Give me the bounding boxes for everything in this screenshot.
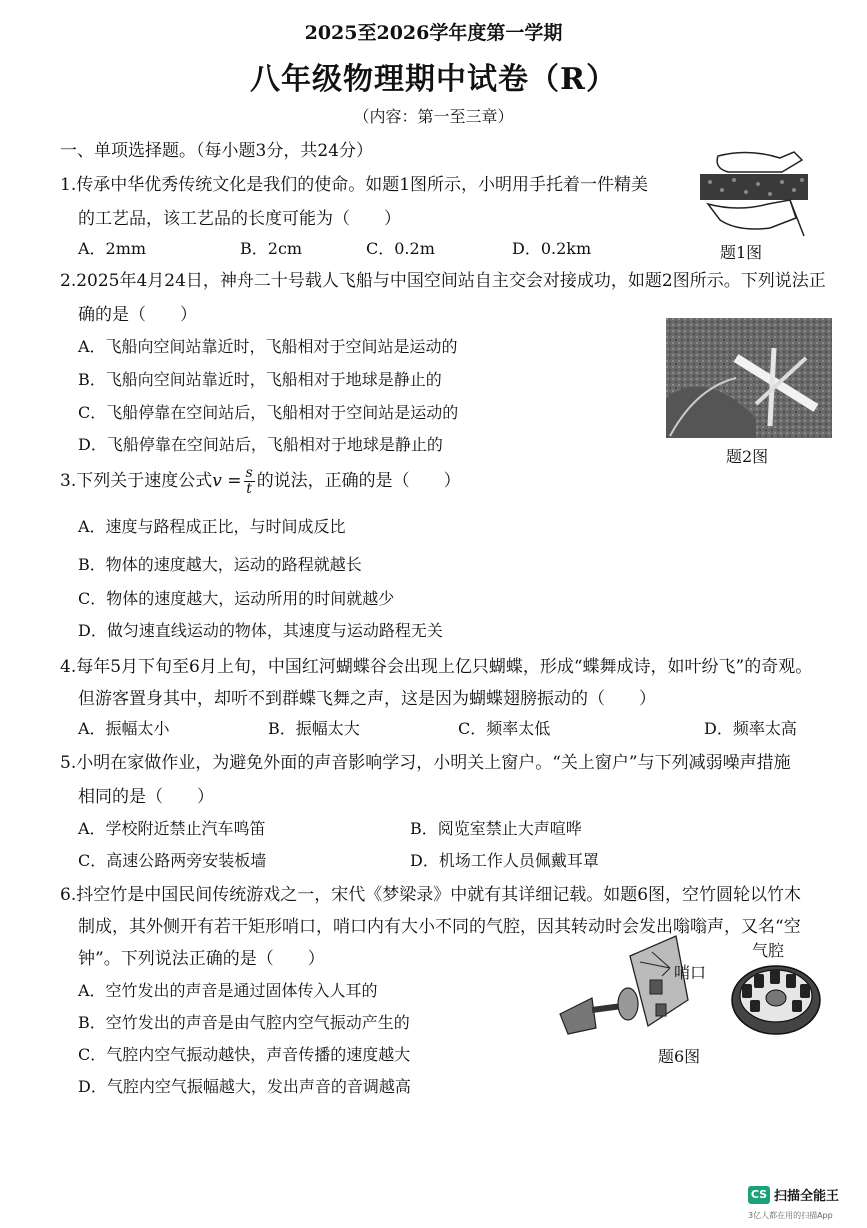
q3-option-a: A．速度与路程成正比，与时间成反比 — [78, 517, 346, 536]
figure-6-caption: 题6图 — [658, 1047, 701, 1066]
q3-prefix: 3.下列关于速度公式 — [60, 471, 213, 491]
q5-line1: 5.小明在家做作业，为避免外面的声音影响学习，小明关上窗户。“关上窗户”与下列减弱噪声措施 — [60, 753, 791, 773]
q2-line2: 确的是（ ） — [78, 305, 197, 325]
q1-line2: 的工艺品，该工艺品的长度可能为（ ） — [78, 209, 401, 229]
year-line: 2025至2026学年度第一学期 — [304, 22, 563, 44]
q3-option-d: D．做匀速直线运动的物体，其速度与运动路程无关 — [78, 621, 443, 640]
q2-option-a: A．飞船向空间站靠近时，飞船相对于空间站是运动的 — [78, 337, 458, 356]
q6-option-c: C．气腔内空气振动越快，声音传播的速度越大 — [78, 1045, 411, 1064]
q5-option-d: D．机场工作人员佩戴耳罩 — [410, 851, 599, 870]
figure-1-craft-image — [698, 142, 810, 238]
q5-option-a: A．学校附近禁止汽车鸣笛 — [78, 819, 266, 838]
cs-logo-icon: CS — [748, 1186, 770, 1204]
q6-line2: 制成，其外侧开有若干矩形哨口，哨口内有大小不同的气腔，因其转动时会发出嗡嗡声，又名“空 — [78, 917, 801, 937]
q3-line — [60, 466, 461, 497]
q3-option-b: B．物体的速度越大，运动的路程就越长 — [78, 555, 362, 574]
q2-option-b: B．飞船向空间站靠近时，飞船相对于地球是静止的 — [78, 370, 442, 389]
q1-option-d: D．0.2km — [512, 239, 592, 258]
q4-line1: 4.每年5月下旬至6月上旬，中国红河蝴蝶谷会出现上亿只蝴蝶，形成“蝶舞成诗，如叶纷飞”的奇观。 — [60, 657, 813, 677]
q3-formula-fraction — [244, 466, 255, 497]
scanner-brand — [748, 1184, 839, 1204]
q5-option-c: C．高速公路两旁安装板墙 — [78, 851, 267, 870]
q2-option-d: D．飞船停靠在空间站后，飞船相对于地球是静止的 — [78, 435, 443, 454]
brand-name: 扫描全能王 — [774, 1189, 840, 1204]
figure-2-caption: 题2图 — [726, 447, 769, 466]
q6-option-b: B．空竹发出的声音是由气腔内空气振动产生的 — [78, 1013, 410, 1032]
q3-formula-lhs: v = — [212, 471, 242, 491]
q6-line3: 钟”。下列说法正确的是（ ） — [78, 949, 325, 969]
exam-scope: （内容：第一至三章） — [353, 107, 514, 126]
q3-suffix: 的说法，正确的是（ ） — [256, 471, 461, 491]
q3-formula-denominator: t — [246, 481, 252, 497]
q2-option-c: C．飞船停靠在空间站后，飞船相对于空间站是运动的 — [78, 403, 459, 422]
q3-option-c: C．物体的速度越大，运动所用的时间就越少 — [78, 589, 395, 608]
q6-option-d: D．气腔内空气振幅越大，发出声音的音调越高 — [78, 1077, 411, 1096]
figure-6-diabolo-image — [552, 930, 718, 1040]
q5-line2: 相同的是（ ） — [78, 787, 214, 807]
q4-option-d: D．频率太高 — [704, 719, 797, 738]
q6-option-a: A．空竹发出的声音是通过固体传入人耳的 — [78, 981, 378, 1000]
brand-subtitle: 3亿人都在用的扫描App — [748, 1211, 833, 1220]
figure-2-spacecraft-image — [666, 318, 832, 438]
q1-option-a: A．2mm — [78, 239, 147, 258]
q4-line2: 但游客置身其中，却听不到群蝶飞舞之声，这是因为蝴蝶翅膀振动的（ ） — [78, 689, 656, 709]
q3-formula-numerator: s — [245, 465, 253, 481]
q1-option-b: B．2cm — [240, 239, 303, 258]
q1-line1: 1.传承中华优秀传统文化是我们的使命。如题1图所示，小明用手托着一件精美 — [60, 175, 649, 195]
q4-option-a: A．振幅太小 — [78, 719, 170, 738]
figure-6-label-cavity: 气腔 — [752, 941, 785, 960]
figure-6-label-whistle: 哨口 — [674, 963, 707, 982]
section-heading: 一、单项选择题。（每小题3分，共24分） — [60, 141, 373, 161]
q6-line1: 6.抖空竹是中国民间传统游戏之一，宋代《梦梁录》中就有其详细记载。如题6图，空竹圆轮以竹木 — [60, 885, 802, 905]
q4-option-c: C．频率太低 — [458, 719, 551, 738]
figure-1-caption: 题1图 — [720, 243, 763, 262]
q5-option-b: B．阅览室禁止大声喧哗 — [410, 819, 582, 838]
exam-title: 八年级物理期中试卷（R） — [250, 62, 617, 97]
q2-line1: 2.2025年4月24日，神舟二十号载人飞船与中国空间站自主交会对接成功，如题2图所示。下列说法正 — [60, 271, 826, 291]
figure-6-cavity-image — [728, 960, 824, 1044]
q4-option-b: B．振幅太大 — [268, 719, 360, 738]
q1-option-c: C．0.2m — [366, 239, 435, 258]
